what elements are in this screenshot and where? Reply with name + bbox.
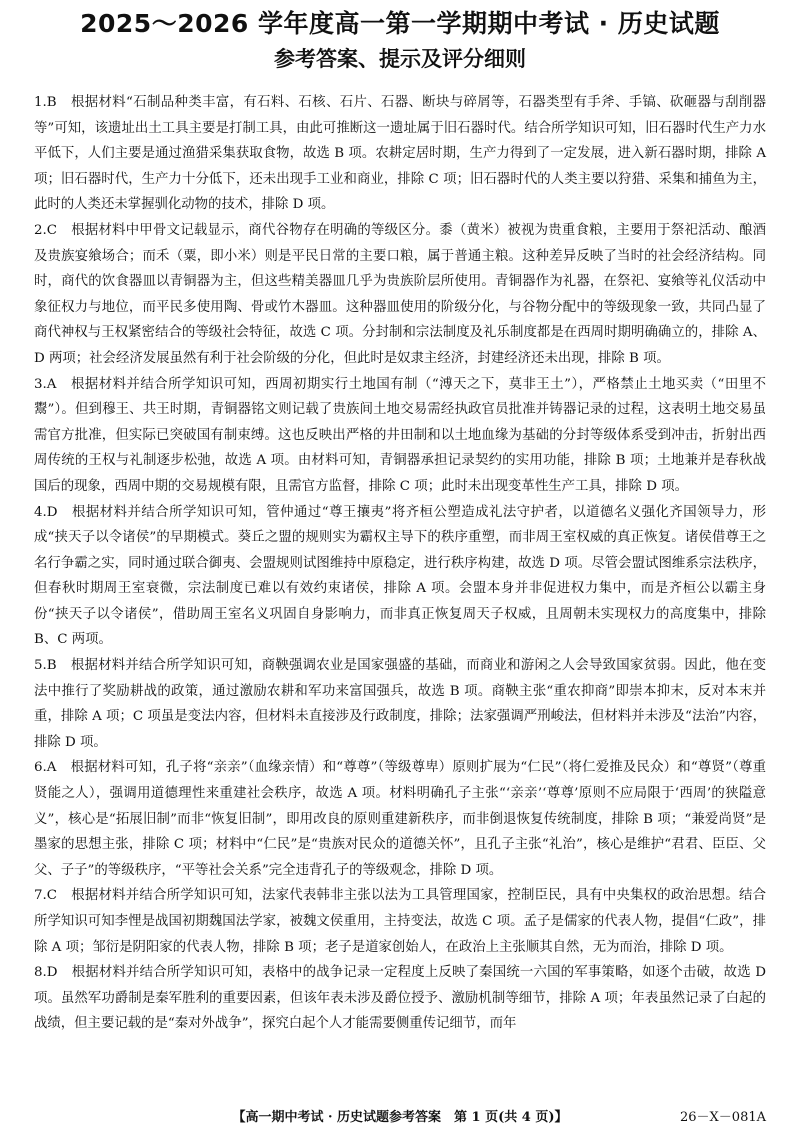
answer-item-3	[34, 372, 766, 500]
answer-item-8	[34, 960, 766, 1037]
page-title: 2025～2026 学年度高一第一学期期中考试 · 历史试题	[80, 9, 720, 38]
answer-letter: D	[46, 965, 58, 981]
question-number: 3.	[34, 376, 47, 392]
answer-explanation: 根据材料并结合所学知识可知，管仲通过“尊王攘夷”将齐桓公塑造成礼法守护者，以道德名义强化齐国领导力，形成“挟天子以令诸侯”的早期模式。葵丘之盟的规则实为霸权主导下的秩序重塑，而非周王室权威的真正恢复。诸侯借尊王之名行争霸之实，同时通过联合御夷、会盟规则试图维持中原稳定，进行秩序构建，故选 D 项。尽管会盟试图维系宗法秩序，但春秋时期周王室衰微，宗法制度已难以有效约束诸侯，排除 A 项。会盟本身并非促进权力集中，而是齐桓公以霸主身份“挟天子以令诸侯”，借助周王室名义巩固自身影响力，而非真正恢复周天子权威，且周朝未实现权力的高度集中，排除 B、C 两项。	[34, 504, 766, 648]
question-number: 5.	[34, 658, 47, 674]
question-number: 8.	[34, 965, 47, 981]
question-number: 7.	[34, 888, 47, 904]
answer-item-4	[34, 500, 766, 654]
answer-letter: A	[46, 760, 57, 776]
answer-letter: B	[46, 95, 57, 110]
answer-list	[34, 90, 766, 1037]
footer-page-info: 【高一期中考试 · 历史试题参考答案 第 1 页(共 4 页)】	[232, 1110, 568, 1125]
answer-item-7	[34, 883, 766, 960]
question-number: 4.	[34, 504, 47, 520]
answer-item-5	[34, 653, 766, 755]
answer-explanation: 根据材料中甲骨文记载显示，商代谷物存在明确的等级区分。黍（黄米）被视为贵重食粮，主要用于祭祀活动、酿酒及贵族宴飨场合；而禾（粟，即小米）则是平民日常的主要口粮，属于普通主粮。这种差异反映了当时的社会经济结构。同时，商代的饮食器皿以青铜器为主，但这些精美器皿几乎为贵族阶层所使用。青铜器作为礼器，在祭祀、宴飨等礼仪活动中象征权力与地位，而平民多使用陶、骨或竹木器皿。这种器皿使用的阶级分化，与谷物分配中的等级现象一致，共同凸显了商代神权与王权紧密结合的等级社会特征，故选 C 项。分封制和宗法制度及礼乐制度都是在西周时期明确确立的，排除 A、D 两项；社会经济发展虽然有利于社会阶级的分化，但此时是奴隶主经济，封建经济还未出现，排除 B 项。	[34, 222, 766, 366]
answer-explanation: 根据材料并结合所学知识可知，商鞅强调农业是国家强盛的基础，而商业和游闲之人会导致国家贫弱。因此，他在变法中推行了奖励耕战的政策，通过激励农耕和军功来富国强兵，故选 B 项。商鞅主张“重农抑商”即崇本抑末，反对本末并重，排除 A 项；C 项虽是变法内容，但材料未直接涉及行政制度，排除；法家强调严刑峻法，但材料并未涉及“法治”内容，排除 D 项。	[34, 658, 766, 750]
answer-explanation: 根据材料并结合所学知识可知，表格中的战争记录一定程度上反映了秦国统一六国的军事策略，如逐个击破，故选 D 项。虽然军功爵制是秦军胜利的重要因素，但该年表未涉及爵位授予、激励机制等细节，排除 A 项；年表虽然记录了白起的战绩，但主要记载的是“秦对外战争”，探究白起个人才能需要侧重传记细节，而年	[34, 965, 766, 1032]
question-number: 2.	[34, 222, 47, 238]
answer-letter: D	[46, 504, 58, 520]
answer-letter: B	[46, 658, 57, 674]
question-number: 1.	[34, 95, 47, 110]
answer-item-2	[34, 218, 766, 372]
answer-letter: C	[46, 222, 58, 238]
answer-item-1	[34, 90, 766, 218]
answer-explanation: 根据材料并结合所学知识可知，西周初期实行土地国有制（“溥天之下，莫非王土”），严格禁止土地买卖（“田里不鬻”）。但到穆王、共王时期，青铜器铭文则记载了贵族间土地交易需经执政官员批准并铸器记录的过程，这表明土地交易虽需官方批准，但实际已突破国有制束缚。这也反映出严格的井田制和以土地血缘为基础的分封等级体系受到冲击，折射出西周传统的王权与礼制逐步松弛，故选 A 项。由材料可知，青铜器承担记录契约的实用功能，排除 B 项；土地兼并是春秋战国后的现象，西周中期的交易规模有限，且需官方监督，排除 C 项；此时未出现变革性生产工具，排除 D 项。	[34, 376, 766, 494]
page-subtitle: 参考答案、提示及评分细则	[274, 47, 526, 71]
answer-explanation: 根据材料并结合所学知识可知，法家代表韩非主张以法为工具管理国家，控制臣民，具有中央集权的政治思想。结合所学知识可知李悝是战国初期魏国法学家，被魏文侯重用，主持变法，故选 C 项。孟子是儒家的代表人物，提倡“仁政”，排除 A 项；邹衍是阴阳家的代表人物，排除 B 项；老子是道家创始人，在政治上主张顺其自然，无为而治，排除 D 项。	[34, 888, 766, 955]
page-footer	[34, 1106, 766, 1130]
answer-letter: A	[46, 376, 57, 392]
question-number: 6.	[34, 760, 47, 776]
answer-item-6	[34, 755, 766, 883]
answer-explanation: 根据材料可知，孔子将“亲亲”（血缘亲情）和“尊尊”（等级尊卑）原则扩展为“仁民”（将仁爱推及民众）和“尊贤”（尊重贤能之人），强调用道德理性来重建社会秩序，故选 A 项。材料明确孔子主张“‘亲亲’‘尊尊’原则不应局限于‘西周’的狭隘意义”，核心是“拓展旧制”而非“恢复旧制”，即用改良的原则重建新秩序，而非倒退恢复传统制度，排除 B 项；“兼爱尚贤”是墨家的思想主张，排除 C 项；材料中“仁民”是“贵族对民众的道德关怀”，且孔子主张“礼治”，核心是维护“君君、臣臣、父父、子子”的等级秩序，“平等社会关系”完全违背孔子的等级观念，排除 D 项。	[34, 760, 766, 878]
footer-exam-code: 26－X－081A	[680, 1110, 766, 1125]
answer-explanation: 根据材料“石制品种类丰富，有石料、石核、石片、石器、断块与碎屑等，石器类型有手斧、手镐、砍砸器与刮削器等”可知，该遗址出土工具主要是打制工具，由此可推断这一遗址属于旧石器时代。结合所学知识可知，旧石器时代生产力水平低下，人们主要是通过渔猎采集获取食物，故选 B 项。农耕定居时期，生产力得到了一定发展，进入新石器时期，排除 A 项；旧石器时代，生产力十分低下，还未出现手工业和商业，排除 C 项；旧石器时代的人类主要以狩猎、采集和捕鱼为主，此时的人类还未掌握驯化动物的技术，排除 D 项。	[34, 95, 766, 213]
answer-letter: C	[46, 888, 58, 904]
